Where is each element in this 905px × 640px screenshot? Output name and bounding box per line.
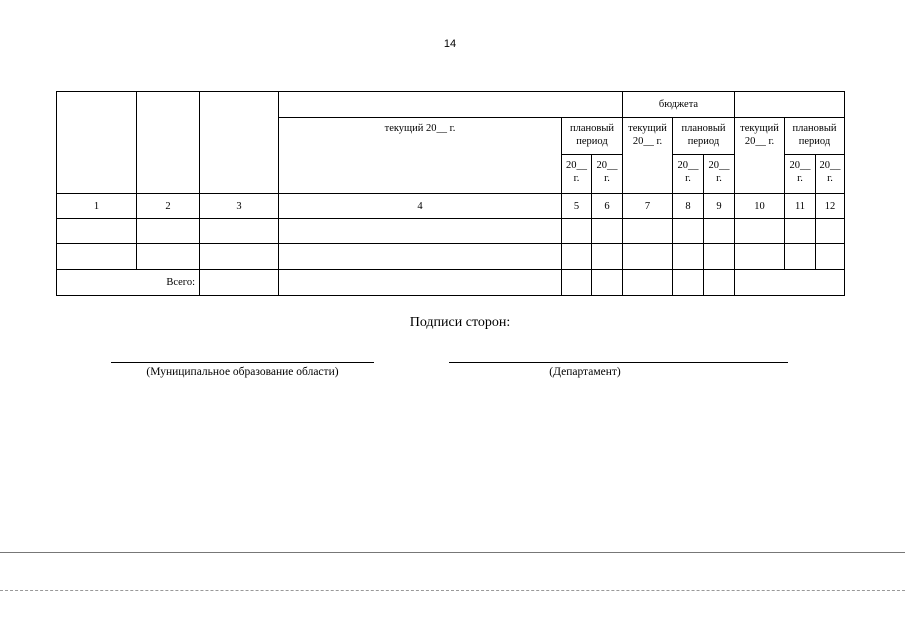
table-cell (137, 219, 200, 244)
column-number: 5 (562, 194, 592, 219)
table-cell (673, 270, 704, 296)
header-cell-col3 (200, 92, 279, 194)
total-label: Всего: (57, 270, 200, 296)
table-cell (704, 244, 735, 270)
column-number: 6 (592, 194, 623, 219)
budget-table (56, 91, 845, 296)
header-planned-period-3: плановый период (785, 118, 845, 155)
table-cell (137, 244, 200, 270)
header-planned-period-2: плановый период (673, 118, 735, 155)
header-year: 20__ г. (704, 155, 735, 194)
table-cell (816, 219, 845, 244)
header-current-year-2: текущий 20__ г. (623, 118, 673, 194)
header-cell-col2 (137, 92, 200, 194)
column-number: 11 (785, 194, 816, 219)
header-cell-col1 (57, 92, 137, 194)
column-number: 7 (623, 194, 673, 219)
header-current-year: текущий 20__ г. (279, 118, 562, 194)
table-cell (57, 219, 137, 244)
header-year: 20__ г. (562, 155, 592, 194)
column-number: 1 (57, 194, 137, 219)
header-cell-empty-right (735, 92, 845, 118)
table-cell (673, 244, 704, 270)
total-row (57, 270, 845, 296)
page-number: 14 (443, 38, 457, 50)
column-number: 12 (816, 194, 845, 219)
column-number: 8 (673, 194, 704, 219)
table-cell (200, 219, 279, 244)
column-number: 3 (200, 194, 279, 219)
column-number: 2 (137, 194, 200, 219)
header-year: 20__ г. (592, 155, 623, 194)
table-cell (816, 244, 845, 270)
signature-line-right (449, 362, 788, 363)
column-number: 9 (704, 194, 735, 219)
header-year: 20__ г. (673, 155, 704, 194)
table-cell (704, 270, 735, 296)
signature-caption-right: (Департамент) (549, 366, 621, 378)
table-cell (200, 244, 279, 270)
table-cell (279, 270, 562, 296)
header-year: 20__ г. (816, 155, 845, 194)
page-divider (0, 552, 905, 553)
table-cell (279, 219, 562, 244)
header-budget: бюджета (623, 92, 735, 118)
table-cell (562, 219, 592, 244)
signature-line-left (111, 362, 374, 363)
table-cell (592, 244, 623, 270)
table-cell (785, 244, 816, 270)
column-number: 10 (735, 194, 785, 219)
table-cell (592, 219, 623, 244)
table-cell (562, 244, 592, 270)
header-planned-period: плановый период (562, 118, 623, 155)
table-row (57, 244, 845, 270)
table-cell (200, 270, 279, 296)
table-cell (735, 219, 785, 244)
table-cell (279, 244, 562, 270)
table-cell (785, 219, 816, 244)
column-number: 4 (279, 194, 562, 219)
column-number-row (57, 194, 845, 219)
table-cell (623, 219, 673, 244)
table-cell (592, 270, 623, 296)
header-cell-empty (279, 92, 623, 118)
signatures-title: Подписи сторон: (409, 315, 511, 330)
table-cell (735, 244, 785, 270)
header-year: 20__ г. (785, 155, 816, 194)
table-cell (57, 244, 137, 270)
table-cell (623, 244, 673, 270)
table-row (57, 219, 845, 244)
signature-caption-left: (Муниципальное образование области) (146, 366, 339, 378)
table-cell (562, 270, 592, 296)
page-divider (0, 590, 905, 591)
table-cell (704, 219, 735, 244)
table-cell (735, 270, 845, 296)
header-current-year-3: текущий 20__ г. (735, 118, 785, 194)
table-cell (673, 219, 704, 244)
table-cell (623, 270, 673, 296)
